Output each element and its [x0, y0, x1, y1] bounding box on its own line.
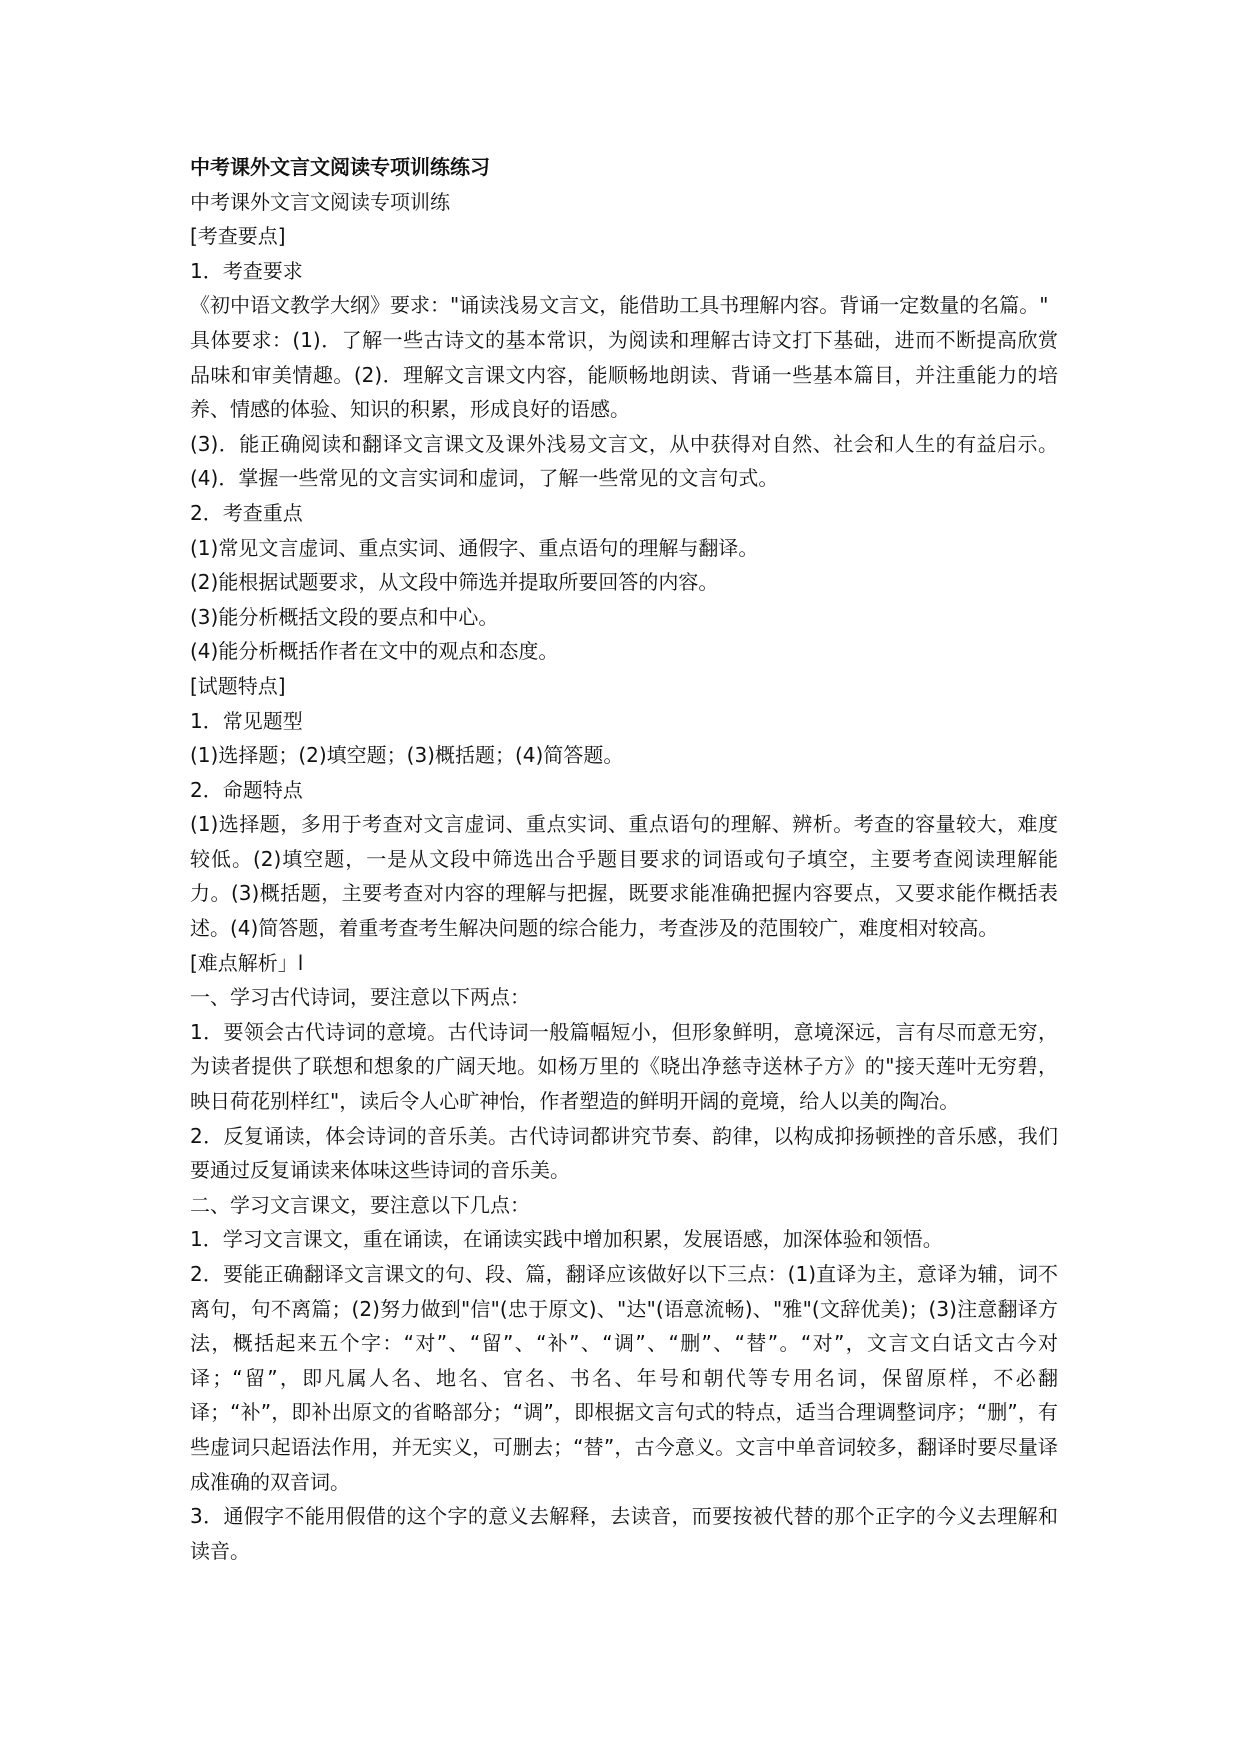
paragraph-interchangeable-characters: 3．通假字不能用假借的这个字的意义去解释，去读音，而要按被代替的那个正字的今义去理解和读音。	[190, 1504, 1058, 1563]
list-item-key-point-4: (4)能分析概括作者在文中的观点和态度。	[190, 639, 559, 664]
paragraph-poetry-mood: 1．要领会古代诗词的意境。古代诗词一般篇幅短小，但形象鲜明，意境深远，言有尽而意无穷，为读者提供了联想和想象的广阔天地。如杨万里的《晓出净慈寺送林子方》的"接天莲叶无穷碧，映日荷花别样红"，读后令人心旷神怡，作者塑造的鲜明开阔的竟境，给人以美的陶冶。	[190, 1019, 1058, 1114]
paragraph-translation: 2．要能正确翻译文言课文的句、段、篇，翻译应该做好以下三点：(1)直译为主，意译为辅，词不离句，句不离篇；(2)努力做到"信"(忠于原文)、"达"(语意流畅)、"雅"(文辞优美)；(3)注意翻译方法，概括起来五个字：“对”、“留”、“补”、“调”、“删”、“替”。“对”，文言文白话文古今对译；“留”，即凡属人名、地名、官名、书名、年号和朝代等专用名词，保留原样，不必翻译；“补”，即补出原文的省略部分；“调”，即根据文言句式的特点，适当合理调整词序；“删”，有些虚词只起语法作用，并无实义，可删去；“替”，古今意义。文言中单音词较多，翻译时要尽量译成准确的双音词。	[190, 1262, 1058, 1494]
paragraph-question-types: (1)选择题；(2)填空题；(3)概括题；(4)简答题。	[190, 743, 624, 768]
paragraph-specific-requirements-continued: (3)．能正确阅读和翻译文言课文及课外浅易文言文，从中获得对自然、社会和人生的有益启示。(4)．掌握一些常见的文言实词和虚词，了解一些常见的文言句式。	[190, 431, 1058, 491]
subheading-ancient-poetry: 一、学习古代诗词，要注意以下两点：	[190, 985, 530, 1010]
subheading-key-points: 2．考查重点	[190, 500, 303, 525]
paragraph-syllabus-requirement: 《初中语文教学大纲》要求："诵读浅易文言文，能借助工具书理解内容。背诵一定数量的名篇。"	[190, 293, 1049, 318]
section-heading-difficulty-analysis: [难点解析」l	[190, 950, 304, 975]
paragraph-recitation: 1．学习文言课文，重在诵读，在诵读实践中增加积累，发展语感，加深体验和领悟。	[190, 1227, 943, 1252]
document-body	[190, 150, 1058, 1568]
subheading-question-types: 1．常见题型	[190, 708, 303, 733]
list-item-key-point-3: (3)能分析概括文段的要点和中心。	[190, 604, 499, 629]
section-heading-question-features: [试题特点]	[190, 673, 286, 698]
subheading-classical-texts: 二、学习文言课文，要注意以下几点：	[190, 1192, 530, 1217]
list-item-key-point-1: (1)常见文言虚词、重点实词、通假字、重点语句的理解与翻译。	[190, 535, 759, 560]
subtitle: 中考课外文言文阅读专项训练	[190, 189, 450, 214]
paragraph-specific-requirements: 具体要求：(1)．了解一些古诗文的基本常识，为阅读和理解古诗文打下基础，进而不断提高欣赏品味和审美情趣。(2)．理解文言课文内容，能顺畅地朗读、背诵一些基本篇目，并注重能力的培养、情感的体验、知识的积累，形成良好的语感。	[190, 327, 1058, 422]
paragraph-question-characteristics: (1)选择题，多用于考查对文言虚词、重点实词、重点语句的理解、辨析。考查的容量较大，难度较低。(2)填空题，一是从文段中筛选出合乎题目要求的词语或句子填空，主要考查阅读理解能力。(3)概括题，主要考查对内容的理解与把握，既要求能准确把握内容要点，又要求能作概括表述。(4)简答题，着重考查考生解决问题的综合能力，考查涉及的范围较广，难度相对较高。	[190, 812, 1058, 941]
paragraph-poetry-music: 2．反复诵读，体会诗词的音乐美。古代诗词都讲究节奏、韵律，以构成抑扬顿挫的音乐感，我们要通过反复诵读来体味这些诗词的音乐美。	[190, 1123, 1058, 1183]
list-item-key-point-2: (2)能根据试题要求，从文段中筛选并提取所要回答的内容。	[190, 570, 719, 595]
section-heading-exam-points: [考查要点]	[190, 224, 286, 249]
document-title: 中考课外文言文阅读专项训练练习	[190, 155, 490, 179]
subheading-requirements: 1．考查要求	[190, 258, 303, 283]
subheading-question-characteristics: 2．命题特点	[190, 777, 303, 802]
